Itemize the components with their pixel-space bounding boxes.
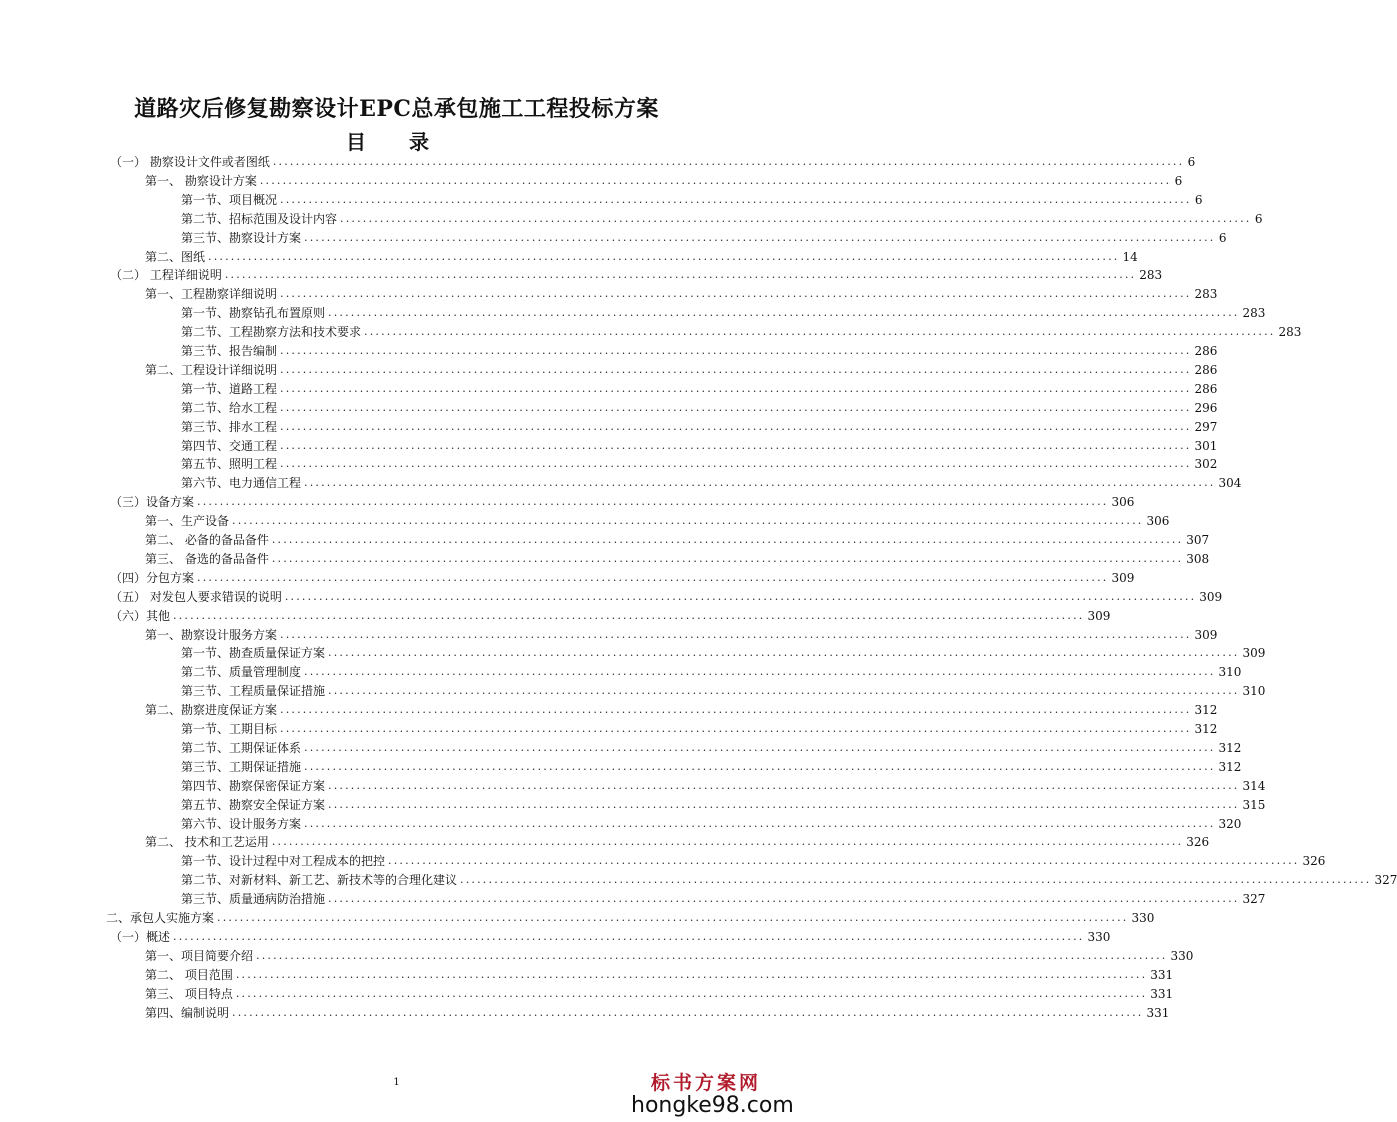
toc-entry-page: 331 bbox=[1146, 1005, 1170, 1020]
toc-entry[interactable] bbox=[181, 641, 1266, 661]
toc-entry-label: 第一节、项目概况 bbox=[181, 192, 278, 207]
toc-heading: 目 录 bbox=[346, 130, 447, 154]
toc-entry-label: 第六节、电力通信工程 bbox=[181, 476, 302, 491]
toc-entry-page: 314 bbox=[1242, 778, 1266, 793]
page-number: 1 bbox=[393, 1077, 400, 1088]
toc-dot-leader: ................................................................................................................................................................ bbox=[328, 797, 1240, 811]
toc-dot-leader: ................................................................................................................................................................ bbox=[259, 173, 1172, 187]
toc-entry-label: 第二、 项目范围 bbox=[145, 967, 233, 982]
toc-entry[interactable] bbox=[181, 207, 1263, 226]
toc-dot-leader: ................................................................................................................................................................ bbox=[197, 495, 1109, 509]
toc-entry[interactable] bbox=[145, 528, 1210, 547]
toc-dot-leader: ................................................................................................................................................................ bbox=[280, 457, 1192, 471]
toc-entry[interactable] bbox=[110, 150, 1196, 169]
toc-entry-label: 第五节、照明工程 bbox=[181, 457, 278, 472]
toc-entry-label: （五） 对发包人要求错误的说明 bbox=[110, 589, 282, 604]
toc-entry-page: 309 bbox=[1194, 627, 1218, 642]
toc-entry-label: 第一节、设计过程中对工程成本的把控 bbox=[181, 854, 386, 869]
toc-entry-label: （四）分包方案 bbox=[110, 570, 195, 585]
toc-entry-page: 326 bbox=[1302, 854, 1326, 869]
toc-dot-leader: ................................................................................................................................................................ bbox=[232, 514, 1144, 528]
toc-entry[interactable] bbox=[181, 660, 1242, 680]
toc-dot-leader: ................................................................................................................................................................ bbox=[460, 873, 1372, 887]
toc-entry[interactable] bbox=[110, 925, 1111, 944]
toc-entry-label: 第六节、设计服务方案 bbox=[181, 816, 302, 831]
toc-dot-leader: ................................................................................................................................................................ bbox=[284, 589, 1197, 603]
toc-entry-page: 6 bbox=[1174, 173, 1183, 188]
toc-entry[interactable] bbox=[145, 358, 1218, 377]
toc-entry[interactable] bbox=[181, 434, 1218, 453]
watermark-url: hongke98.com bbox=[631, 1093, 794, 1118]
toc-entry-label: 第二、勘察进度保证方案 bbox=[145, 703, 278, 718]
toc-entry[interactable] bbox=[181, 812, 1242, 831]
toc-entry-page: 312 bbox=[1194, 722, 1218, 736]
toc-dot-leader: ................................................................................................................................................................ bbox=[364, 325, 1276, 339]
toc-entry-label: （六）其他 bbox=[110, 608, 171, 623]
toc-entry[interactable] bbox=[181, 717, 1218, 736]
toc-dot-leader: ................................................................................................................................................................ bbox=[304, 759, 1216, 773]
toc-entry-page: 6 bbox=[1218, 230, 1227, 245]
toc-entry[interactable] bbox=[181, 301, 1266, 321]
toc-entry-label: 第三节、工程质量保证措施 bbox=[181, 684, 326, 699]
document-title: 道路灾后修复勘察设计EPC总承包施工工程投标方案 bbox=[134, 96, 659, 122]
toc-entry-page: 283 bbox=[1194, 287, 1218, 302]
toc-entry-page: 14 bbox=[1122, 249, 1138, 264]
toc-entry-page: 330 bbox=[1131, 911, 1155, 925]
toc-entry[interactable] bbox=[110, 566, 1135, 585]
toc-entry-label: 第二、 必备的备品备件 bbox=[145, 533, 269, 547]
toc-entry[interactable] bbox=[181, 415, 1218, 434]
toc-entry[interactable] bbox=[181, 774, 1266, 793]
toc-entry-page: 286 bbox=[1194, 344, 1218, 358]
toc-entry-page: 283 bbox=[1139, 268, 1163, 283]
toc-entry-page: 315 bbox=[1242, 797, 1266, 812]
toc-dot-leader: ................................................................................................................................................................ bbox=[280, 419, 1192, 433]
toc-dot-leader: ................................................................................................................................................................ bbox=[173, 608, 1085, 622]
toc-entry[interactable] bbox=[145, 282, 1218, 302]
toc-entry-page: 296 bbox=[1194, 400, 1218, 415]
toc-entry-label: 第一节、道路工程 bbox=[181, 381, 278, 396]
toc-entry-label: 二、承包人实施方案 bbox=[106, 911, 215, 925]
toc-dot-leader: ................................................................................................................................................................ bbox=[280, 722, 1192, 735]
toc-entry-page: 330 bbox=[1087, 929, 1111, 944]
toc-entry-page: 310 bbox=[1242, 684, 1266, 699]
toc-entry[interactable] bbox=[110, 263, 1163, 283]
toc-entry[interactable] bbox=[145, 1001, 1170, 1020]
toc-entry-page: 331 bbox=[1150, 986, 1174, 1001]
toc-entry[interactable] bbox=[181, 320, 1302, 340]
toc-entry[interactable] bbox=[181, 793, 1266, 812]
toc-dot-leader: ................................................................................................................................................................ bbox=[272, 155, 1185, 168]
toc-entry[interactable] bbox=[145, 698, 1218, 718]
toc-entry-page: 297 bbox=[1194, 419, 1218, 434]
watermark-name: 标书方案网 bbox=[650, 1072, 761, 1094]
toc-entry-page: 320 bbox=[1218, 816, 1242, 831]
toc-dot-leader: ................................................................................................................................................................ bbox=[173, 929, 1085, 943]
toc-dot-leader: ................................................................................................................................................................ bbox=[271, 551, 1184, 565]
toc-dot-leader: ................................................................................................................................................................ bbox=[328, 684, 1240, 698]
toc-entry-page: 302 bbox=[1194, 457, 1218, 472]
toc-dot-leader: ................................................................................................................................................................ bbox=[328, 646, 1240, 660]
toc-dot-leader: ................................................................................................................................................................ bbox=[280, 344, 1192, 357]
toc-entry-page: 6 bbox=[1254, 211, 1263, 226]
toc-dot-leader: ................................................................................................................................................................ bbox=[328, 306, 1240, 320]
toc-dot-leader: ................................................................................................................................................................ bbox=[280, 381, 1192, 395]
toc-entry-label: 第一节、勘察钻孔布置原则 bbox=[181, 306, 326, 321]
toc-dot-leader: ................................................................................................................................................................ bbox=[328, 892, 1240, 906]
toc-entry[interactable] bbox=[181, 188, 1203, 207]
toc-entry-page: 306 bbox=[1146, 514, 1170, 529]
toc-dot-leader: ................................................................................................................................................................ bbox=[388, 854, 1300, 868]
toc-entry[interactable] bbox=[145, 509, 1170, 529]
toc-entry-page: 312 bbox=[1194, 703, 1218, 718]
toc-entry[interactable] bbox=[145, 245, 1138, 264]
toc-entry-label: 第二节、招标范围及设计内容 bbox=[181, 211, 338, 226]
toc-entry[interactable] bbox=[181, 339, 1218, 358]
toc-entry[interactable] bbox=[110, 490, 1135, 510]
toc-dot-leader: ................................................................................................................................................................ bbox=[256, 948, 1168, 962]
toc-entry[interactable] bbox=[181, 396, 1218, 415]
toc-dot-leader: ................................................................................................................................................................ bbox=[304, 476, 1216, 490]
toc-entry-label: 第三、 备选的备品备件 bbox=[145, 551, 269, 566]
toc-entry-label: 第一节、工期目标 bbox=[181, 722, 278, 736]
toc-entry-page: 283 bbox=[1242, 306, 1266, 321]
toc-entry-page: 308 bbox=[1186, 551, 1210, 566]
toc-entry-label: 第二、图纸 bbox=[145, 249, 206, 264]
toc-entry-page: 309 bbox=[1242, 646, 1266, 661]
toc-entry-label: 第二节、给水工程 bbox=[181, 400, 278, 415]
toc-entry[interactable] bbox=[145, 963, 1174, 982]
toc-entry-page: 301 bbox=[1194, 438, 1218, 453]
toc-entry-label: 第一、勘察设计服务方案 bbox=[145, 627, 278, 642]
toc-entry-label: 第三节、排水工程 bbox=[181, 419, 278, 434]
toc-entry-label: 第五节、勘察安全保证方案 bbox=[181, 797, 326, 812]
toc-entry[interactable] bbox=[145, 944, 1194, 963]
toc-entry-label: （三）设备方案 bbox=[110, 495, 195, 510]
toc-entry[interactable] bbox=[110, 604, 1111, 623]
toc-entry[interactable] bbox=[181, 755, 1242, 774]
toc-dot-leader: ................................................................................................................................................................ bbox=[304, 230, 1216, 244]
toc-entry-page: 331 bbox=[1150, 967, 1174, 982]
toc-dot-leader: ................................................................................................................................................................ bbox=[280, 192, 1192, 206]
toc-dot-leader: ................................................................................................................................................................ bbox=[340, 211, 1252, 225]
toc-dot-leader: ................................................................................................................................................................ bbox=[280, 362, 1192, 376]
toc-entry-label: 第一、工程勘察详细说明 bbox=[145, 287, 278, 302]
toc-entry[interactable] bbox=[145, 830, 1210, 850]
toc-entry-label: 第一、生产设备 bbox=[145, 514, 230, 529]
toc-entry-page: 283 bbox=[1278, 325, 1302, 340]
toc-dot-leader: ................................................................................................................................................................ bbox=[304, 740, 1216, 754]
toc-entry-label: 第三节、质量通病防治措施 bbox=[181, 892, 326, 907]
toc-dot-leader: ................................................................................................................................................................ bbox=[197, 570, 1109, 584]
toc-dot-leader: ................................................................................................................................................................ bbox=[280, 627, 1192, 641]
toc-dot-leader: ................................................................................................................................................................ bbox=[280, 400, 1192, 414]
toc-dot-leader: ................................................................................................................................................................ bbox=[235, 986, 1148, 1000]
toc-entry-page: 6 bbox=[1194, 192, 1203, 207]
toc-entry[interactable] bbox=[145, 547, 1210, 566]
toc-dot-leader: ................................................................................................................................................................ bbox=[208, 249, 1120, 263]
toc-entry-page: 326 bbox=[1186, 835, 1210, 850]
toc-entry-page: 310 bbox=[1218, 665, 1242, 680]
toc-entry-label: 第三节、勘察设计方案 bbox=[181, 230, 302, 245]
toc-entry-page: 312 bbox=[1218, 759, 1242, 774]
toc-entry[interactable] bbox=[181, 377, 1218, 396]
toc-entry-label: 第二节、工期保证体系 bbox=[181, 740, 302, 755]
toc-dot-leader: ................................................................................................................................................................ bbox=[271, 533, 1184, 546]
toc-dot-leader: ................................................................................................................................................................ bbox=[280, 703, 1192, 717]
toc-entry-label: 第四节、交通工程 bbox=[181, 438, 278, 453]
toc-entry-label: （一） 勘察设计文件或者图纸 bbox=[110, 155, 270, 169]
toc-entry[interactable] bbox=[106, 906, 1155, 925]
toc-entry-page: 309 bbox=[1111, 570, 1135, 585]
toc-entry-page: 304 bbox=[1218, 476, 1242, 491]
toc-entry[interactable] bbox=[145, 982, 1174, 1001]
toc-dot-leader: ................................................................................................................................................................ bbox=[328, 778, 1240, 792]
toc-entry-label: 第四节、勘察保密保证方案 bbox=[181, 778, 326, 793]
toc-dot-leader: ................................................................................................................................................................ bbox=[304, 665, 1216, 679]
toc-entry[interactable] bbox=[145, 169, 1183, 188]
toc-entry[interactable] bbox=[181, 868, 1397, 888]
toc-dot-leader: ................................................................................................................................................................ bbox=[280, 438, 1192, 452]
toc-entry-page: 286 bbox=[1194, 381, 1218, 396]
toc-entry[interactable] bbox=[181, 736, 1242, 755]
toc-entry-page: 327 bbox=[1374, 873, 1397, 888]
toc-dot-leader: ................................................................................................................................................................ bbox=[217, 911, 1129, 924]
toc-entry-label: 第二、 技术和工艺运用 bbox=[145, 835, 269, 850]
toc-dot-leader: ................................................................................................................................................................ bbox=[280, 287, 1192, 301]
toc-entry-label: 第一、 勘察设计方案 bbox=[145, 173, 257, 188]
toc-entry-label: 第四、编制说明 bbox=[145, 1005, 230, 1020]
toc-entry-page: 286 bbox=[1194, 362, 1218, 377]
toc-entry[interactable] bbox=[145, 623, 1218, 642]
toc-dot-leader: ................................................................................................................................................................ bbox=[271, 835, 1184, 849]
toc-entry-label: （一）概述 bbox=[110, 929, 171, 944]
toc-dot-leader: ................................................................................................................................................................ bbox=[224, 268, 1137, 282]
toc-entry-page: 309 bbox=[1199, 589, 1223, 604]
toc-entry-label: 第一节、勘查质量保证方案 bbox=[181, 646, 326, 661]
toc-entry-page: 306 bbox=[1111, 495, 1135, 510]
toc-entry-label: 第二节、质量管理制度 bbox=[181, 665, 302, 680]
toc-entry[interactable] bbox=[181, 679, 1266, 699]
toc-entry-label: 第二节、工程勘察方法和技术要求 bbox=[181, 325, 362, 340]
toc-entry-label: 第三、 项目特点 bbox=[145, 986, 233, 1001]
toc-entry-page: 307 bbox=[1186, 533, 1210, 547]
toc-entry-page: 312 bbox=[1218, 740, 1242, 755]
toc-entry[interactable] bbox=[181, 887, 1266, 907]
toc-entry-label: 第一、项目简要介绍 bbox=[145, 948, 254, 963]
toc-entry[interactable] bbox=[110, 585, 1223, 604]
toc-entry-label: 第二节、对新材料、新工艺、新技术等的合理化建议 bbox=[181, 873, 458, 888]
toc-entry[interactable] bbox=[181, 471, 1242, 491]
toc-dot-leader: ................................................................................................................................................................ bbox=[235, 967, 1148, 981]
toc-entry[interactable] bbox=[181, 226, 1227, 245]
toc-entry-label: 第三节、报告编制 bbox=[181, 344, 278, 358]
toc-entry-page: 309 bbox=[1087, 608, 1111, 623]
toc-entry[interactable] bbox=[181, 849, 1326, 869]
toc-entry-page: 327 bbox=[1242, 892, 1266, 907]
toc-entry-label: 第三节、工期保证措施 bbox=[181, 759, 302, 774]
toc-dot-leader: ................................................................................................................................................................ bbox=[232, 1005, 1144, 1019]
toc-entry-page: 330 bbox=[1170, 948, 1194, 963]
toc-entry-page: 6 bbox=[1187, 155, 1196, 169]
toc-entry[interactable] bbox=[181, 452, 1218, 472]
toc-entry-label: 第二、工程设计详细说明 bbox=[145, 362, 278, 377]
toc-entry-label: （二） 工程详细说明 bbox=[110, 268, 222, 283]
watermark bbox=[631, 1068, 794, 1118]
toc-dot-leader: ................................................................................................................................................................ bbox=[304, 816, 1216, 830]
